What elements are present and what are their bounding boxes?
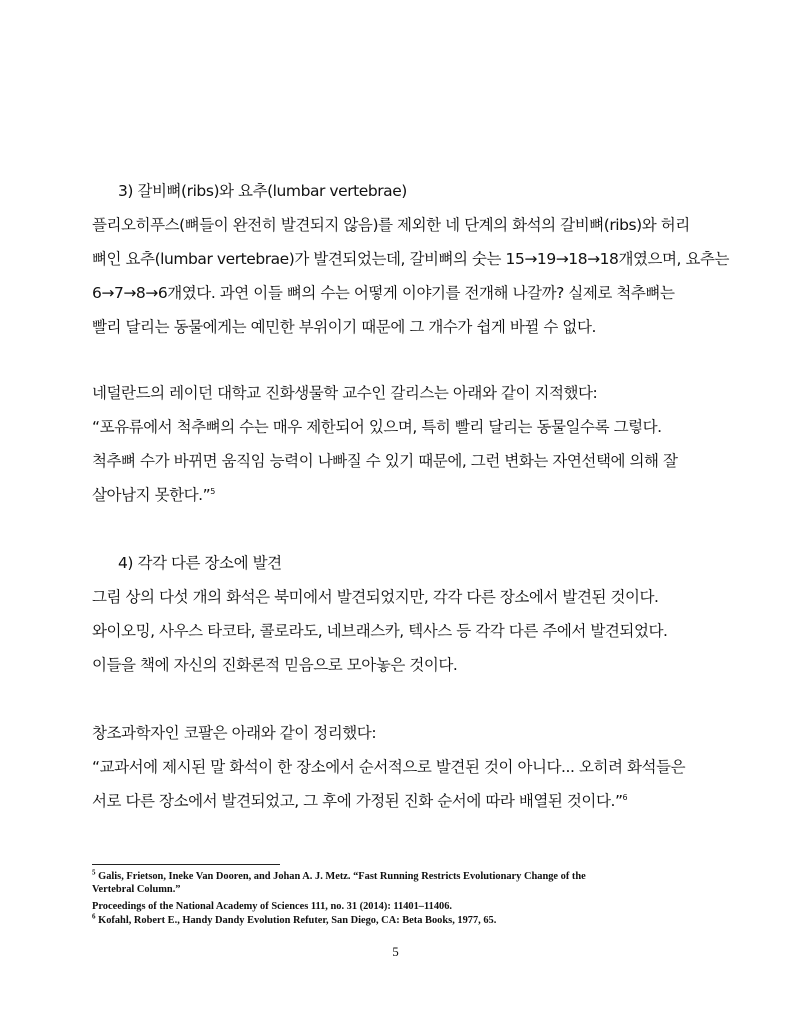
footnote-5-text-1: Galis, Frietson, Ineke Van Dooren, and Johan A. J. Metz. “Fast Running Restricts Evolutionary Change of the [98,871,586,882]
quote-2-line-2: 서로 다른 장소에서 발견되었고, 그 후에 가정된 진화 순서에 따라 배열된 것이다.” [92,792,623,810]
quote-1-intro: 네덜란드의 레이던 대학교 진화생물학 교수인 갈리스는 아래와 같이 지적했다: [92,384,598,402]
footnote-5-line-1 [92,868,712,883]
section-4-line-3: 이들을 책에 자신의 진화론적 믿음으로 모아놓은 것이다. [92,656,458,674]
section-4-heading: 4) 각각 다른 장소에 발견 [118,554,282,572]
quote-1-line-2: 척추뼈 수가 바뀌면 움직임 능력이 나빠질 수 있기 때문에, 그런 변화는 자연선택에 의해 잘 [92,452,678,470]
quote-1-line-3-wrap [92,485,702,505]
footnote-5-number: 5 [92,868,96,877]
footnote-6-number: 6 [92,912,96,921]
footnote-ref-5: 5 [210,486,216,496]
quote-1-line-1: “포유류에서 척추뼈의 수는 매우 제한되어 있으며, 특히 빨리 달리는 동물일수록 그렇다. [92,418,662,436]
footnote-separator [92,864,280,865]
quote-2-line-1: “교과서에 제시된 말 화석이 한 장소에서 순서적으로 발견된 것이 아니다... 오히려 화석들은 [92,758,686,776]
footnote-ref-6: 6 [622,792,628,802]
section-3-heading: 3) 갈비뼈(ribs)와 요추(lumbar vertebrae) [118,182,407,200]
section-3-line-3: 6→7→8→6개였다. 과연 이들 뼈의 수는 어떻게 이야기를 전개해 나갈까? 실제로 척추뼈는 [92,284,675,302]
section-3-line-1: 플리오히푸스(뼈들이 완전히 발견되지 않음)를 제외한 네 단계의 화석의 갈비뼈(ribs)와 허리 [92,216,690,234]
footnote-5-line-3: Proceedings of the National Academy of Sciences 111, no. 31 (2014): 11401–11406. [92,901,452,912]
quote-2-line-2-wrap [92,791,702,811]
footnote-5-line-2: Vertebral Column.” [92,884,181,895]
quote-1-line-3: 살아남지 못한다.” [92,486,211,504]
footnote-6-line-1 [92,912,712,927]
section-3-line-4: 빨리 달리는 동물에게는 예민한 부위이기 때문에 그 개수가 쉽게 바뀔 수 없다. [92,318,596,336]
quote-2-intro: 창조과학자인 코팔은 아래와 같이 정리했다: [92,724,377,742]
section-4-line-2: 와이오밍, 사우스 타코타, 콜로라도, 네브래스카, 텍사스 등 각각 다른 주에서 발견되었다. [92,622,668,640]
footnote-6-text-1: Kofahl, Robert E., Handy Dandy Evolution Refuter, San Diego, CA: Beta Books, 1977, 65. [98,915,497,926]
section-4-line-1: 그림 상의 다섯 개의 화석은 북미에서 발견되었지만, 각각 다른 장소에서 발견된 것이다. [92,588,659,606]
page-number: 5 [392,944,399,959]
section-3-line-2: 뼈인 요추(lumbar vertebrae)가 발견되었는데, 갈비뼈의 숫는 15→19→18→18개였으며, 요추는 [92,250,730,268]
